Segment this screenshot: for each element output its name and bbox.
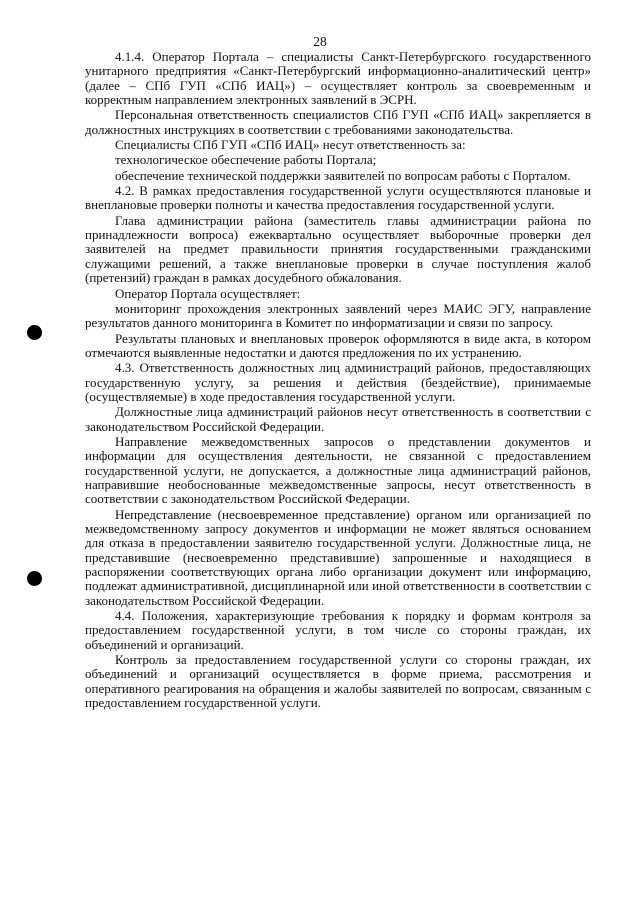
paragraph-4-2: 4.2. В рамках предоставления государственной услуги осуществляются плановые и внеплановые проверки полноты и качества предоставления государственной услуги. xyxy=(85,183,591,213)
paragraph-4-4: 4.4. Положения, характеризующие требования к порядку и формам контроля за предоставлением государственной услуги, в том числе со стороны граждан, их объединений и организаций. xyxy=(85,608,591,652)
paragraph-monitoring: мониторинг прохождения электронных заявлений через МАИС ЭГУ, направление результатов данного мониторинга в Комитет по информатизации и связи по запросу. xyxy=(85,300,591,331)
paragraph-4-3: 4.3. Ответственность должностных лиц администраций районов, предоставляющих государственную услугу, за решения и действия (бездействие), принимаемые (осуществляемые) в ходе предоставления государственной услуги. xyxy=(85,360,591,404)
punch-hole-mark xyxy=(27,325,42,340)
paragraph-specialists-responsible: Специалисты СПб ГУП «СПб ИАЦ» несут ответственность за: xyxy=(115,137,466,153)
page-number: 28 xyxy=(313,34,327,49)
paragraph-personal-responsibility: Персональная ответственность специалистов СПб ГУП «СПб ИАЦ» закрепляется в должностных инструкциях в соответствии с требованиями законодательства. xyxy=(85,107,591,137)
paragraph-portal-operator: Оператор Портала осуществляет: xyxy=(115,285,301,301)
punch-hole-mark xyxy=(27,571,42,586)
paragraph-interagency-requests: Направление межведомственных запросов о представлении документов и информации для осуществления деятельности, не связанной с предоставлением государственной услуги, не допускается, а должностные лица администраций районов, направившие необоснованные межведомственные запросы, несут ответственность в соответствии с законодательством Российской Федерации. xyxy=(85,433,591,507)
paragraph-4-1-4: 4.1.4. Оператор Портала – специалисты Санкт-Петербургского государственного унитарного предприятия «Санкт-Петербургский информационно-аналитический центр» (далее – СПб ГУП «СПб ИАЦ») – осуществляет контроль за своевременным и корректным направлением электронных заявлений в ЭСРН. xyxy=(85,49,591,108)
document-body xyxy=(85,50,591,710)
paragraph-technical-support: обеспечение технической поддержки заявителей по вопросам работы с Порталом. xyxy=(115,167,571,183)
paragraph-head-of-administration: Глава администрации района (заместитель главы администрации района по принадлежности вопроса) ежеквартально осуществляет выборочные проверки дел заявителей на предмет правильности принятия государственными гражданскими служащими решений, а также внеплановые проверки в случае поступления жалоб (претензий) граждан в рамках досудебного обжалования. xyxy=(85,212,591,286)
paragraph-officials-responsibility: Должностные лица администраций районов несут ответственность в соответствии с законодательством Российской Федерации. xyxy=(85,404,591,434)
paragraph-citizen-control: Контроль за предоставлением государственной услуги со стороны граждан, их объединений и организаций осуществляется в форме приема, рассмотрения и оперативного реагирования на обращения и жалобы заявителей по вопросам, связанным с предоставлением государственной услуги. xyxy=(85,652,591,711)
paragraph-non-submission: Непредставление (несвоевременное представление) органом или организацией по межведомственному запросу документов и информации не может являться основанием для отказа в предоставлении заявителю государственной услуги. Должностные лица, не представившие (несвоевременно представившие) запрошенные и находящиеся в распоряжении соответствующих органа либо организации документ или информацию, подлежат административной, дисциплинарной или иной ответственности в соответствии с законодательством Российской Федерации. xyxy=(85,506,591,608)
paragraph-inspection-results: Результаты плановых и внеплановых проверок оформляются в виде акта, в котором отмечаются выявленные недостатки и даются предложения по их устранению. xyxy=(85,330,591,360)
paragraph-technological-support: технологическое обеспечение работы Портала; xyxy=(115,152,377,168)
